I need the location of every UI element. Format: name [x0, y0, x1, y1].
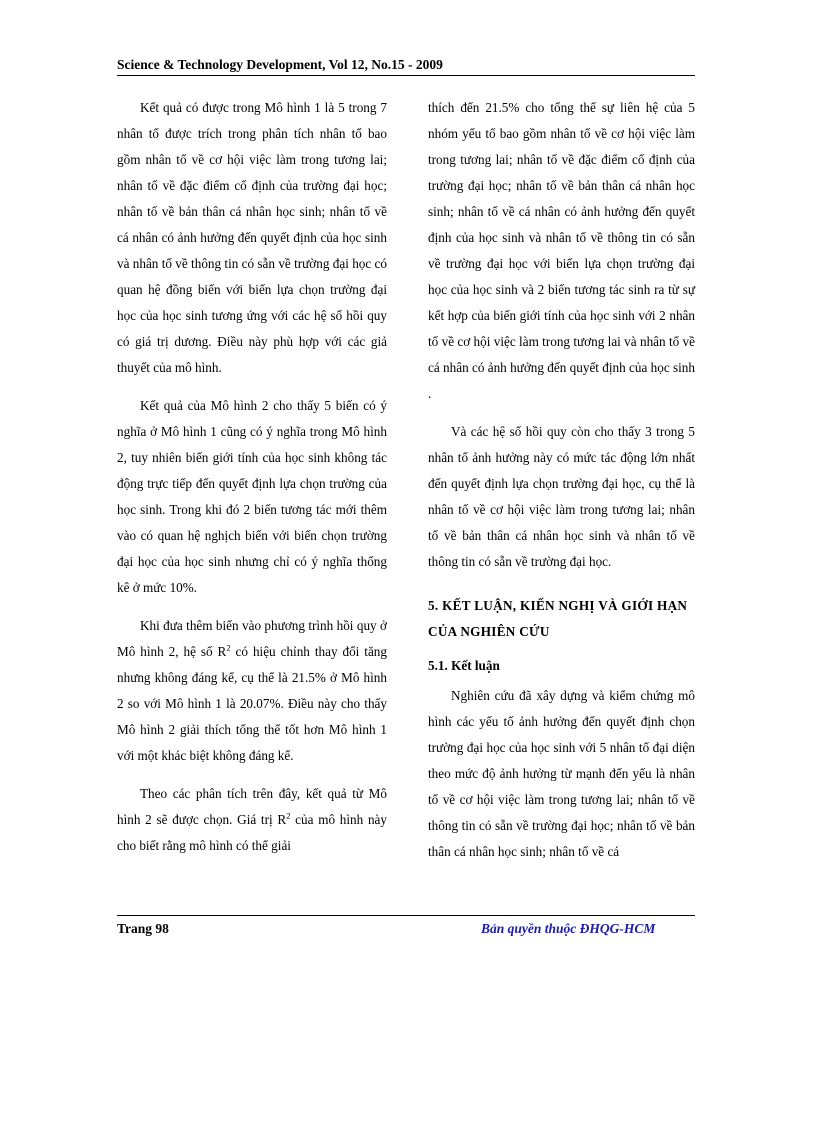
- page-number: Trang 98: [117, 921, 169, 936]
- section-heading: 5. KẾT LUẬN, KIẾN NGHỊ VÀ GIỚI HẠN CỦA NGHIÊN CỨU: [428, 598, 688, 639]
- paragraph-text: có hiệu chỉnh thay đổi tăng nhưng không đáng kể, cụ thể là 21.5% ở Mô hình 2 so với Mô hình 1 là 20.07%. Điều này cho thấy Mô hình 2 giải thích tổng thể tốt hơn Mô hình 1 với một khác biệt không đáng kể.: [117, 644, 387, 763]
- paragraph: Và các hệ số hồi quy còn cho thấy 3 trong 5 nhân tố ảnh hưởng này có mức tác động lớn nhất đến quyết định lựa chọn trường đại học, cụ thể là nhân tố về cơ hội việc làm trong tương lai; nhân tố về bản thân cá nhân học sinh và nhân tố về thông tin có sẵn về trường đại học.: [428, 424, 695, 569]
- footer-rule: [117, 915, 695, 916]
- paragraph: Kết quả của Mô hình 2 cho thấy 5 biến có ý nghĩa ở Mô hình 1 cũng có ý nghĩa trong Mô hình 2, tuy nhiên biến giới tính của học sinh không tác động trực tiếp đến quyết định lựa chọn trường của học sinh. Trong khi đó 2 biến tương tác mới thêm vào có quan hệ nghịch biến với biến chọn trường đại học của học sinh nhưng chỉ có ý nghĩa thống kê ở mức 10%.: [117, 398, 387, 595]
- header-rule: [117, 75, 695, 76]
- superscript: 2: [286, 810, 291, 821]
- left-column: [117, 95, 387, 871]
- paragraph: Nghiên cứu đã xây dựng và kiểm chứng mô hình các yếu tố ảnh hưởng đến quyết định chọn trường đại học của học sinh với 5 nhân tố đại diện theo mức độ ảnh hưởng từ mạnh đến yếu là nhân tố về cơ hội việc làm trong tương lai; nhân tố về thông tin có sẵn về trường đại học; nhân tố về bản thân cá nhân học sinh; nhân tố về cá: [428, 688, 695, 859]
- paragraph: [117, 781, 387, 859]
- subsection-heading: 5.1. Kết luận: [428, 658, 500, 673]
- running-header: Science & Technology Development, Vol 12, No.15 - 2009: [117, 57, 443, 72]
- right-column: [428, 95, 695, 877]
- paragraph: [117, 613, 387, 769]
- superscript: 2: [226, 642, 231, 653]
- paragraph: thích đến 21.5% cho tổng thể sự liên hệ của 5 nhóm yếu tố bao gồm nhân tố về cơ hội việc làm trong tương lai; nhân tố về đặc điểm cố định của trường đại học; nhân tố về bản thân cá nhân học sinh; nhân tố về cá nhân có ảnh hưởng đến quyết định của học sinh và nhân tố về thông tin có sẵn về trường đại học với biến lựa chọn trường đại học của học sinh và 2 biến tương tác sinh ra từ sự kết hợp của biến giới tính của học sinh với 2 nhân tố về cơ hội việc làm trong tương lai và nhân tố về cá nhân có ảnh hưởng đến quyết định của học sinh .: [428, 100, 695, 401]
- copyright-notice: Bản quyền thuộc ĐHQG-HCM: [481, 921, 656, 936]
- paragraph-text: Khi đưa thêm biến vào phương trình hồi quy ở Mô hình 2, hệ số R: [117, 618, 387, 659]
- paragraph-text: Theo các phân tích trên đây, kết quả từ Mô hình 2 sẽ được chọn. Giá trị R: [117, 786, 387, 827]
- paragraph-text: của mô hình này cho biết rằng mô hình có thể giải: [117, 812, 387, 853]
- paragraph: Kết quả có được trong Mô hình 1 là 5 trong 7 nhân tố được trích trong phân tích nhân tố bao gồm nhân tố về cơ hội việc làm trong tương lai; nhân tố về đặc điểm cố định của trường đại học; nhân tố về bản thân cá nhân học sinh; nhân tố về cá nhân có ảnh hưởng đến quyết định của học sinh và nhân tố về thông tin có sẵn về trường đại học có quan hệ đồng biến với biến lựa chọn trường đại học của học sinh tương ứng với các hệ số hồi quy có giá trị dương. Điều này phù hợp với các giả thuyết của mô hình.: [117, 100, 387, 375]
